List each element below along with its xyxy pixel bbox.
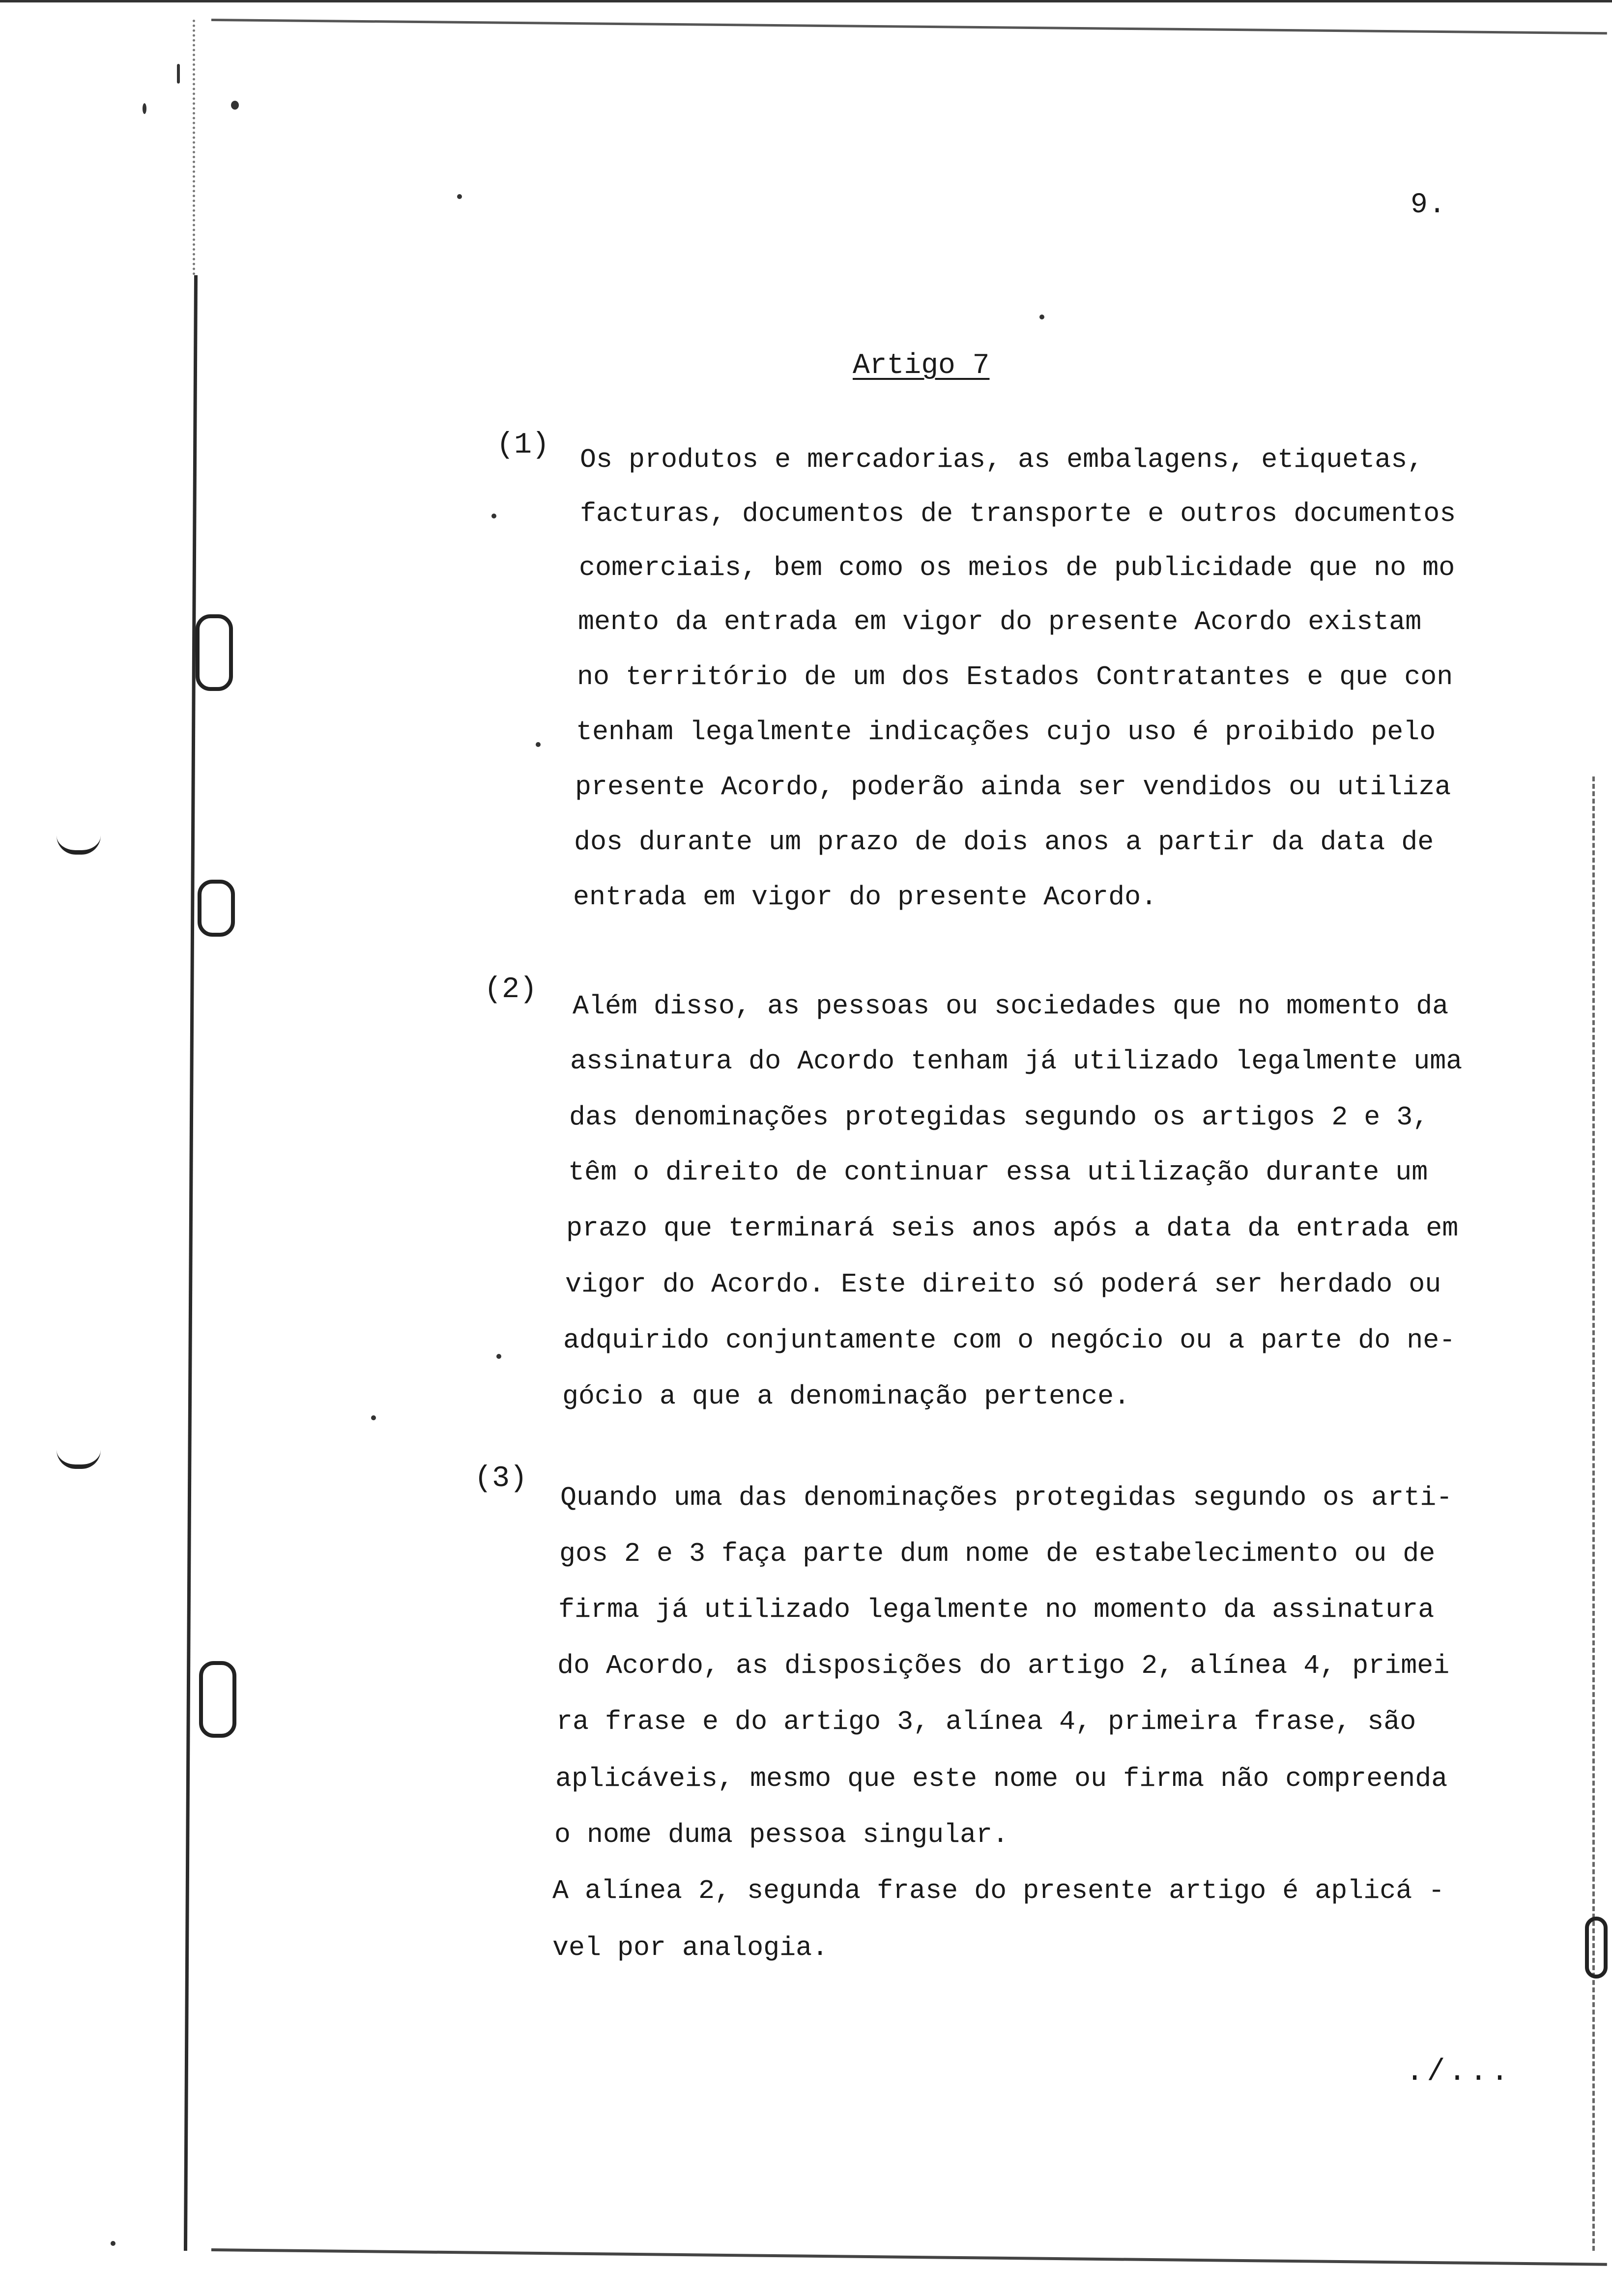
margin-mark: [57, 835, 101, 855]
speck: [111, 2241, 115, 2246]
paragraph-line: firma já utilizado legalmente no momento da assinatura: [558, 1594, 1435, 1625]
speck: [491, 514, 496, 518]
paragraph-line: vel por analogia.: [552, 1932, 829, 1963]
binding-ring: [196, 614, 233, 691]
binding-line: [184, 275, 198, 2251]
paragraph-number: (1): [496, 429, 550, 462]
paragraph-line: vigor do Acordo. Este direito só poderá ser herdado ou: [565, 1269, 1441, 1300]
right-page-edge: [1592, 776, 1595, 2251]
scan-line-top: [211, 19, 1607, 34]
paragraph-line: presente Acordo, poderão ainda ser vendidos ou utiliza: [575, 772, 1451, 803]
paragraph-line: tenham legalmente indicações cujo uso é proibido pelo: [576, 717, 1436, 747]
binding-ring: [198, 880, 235, 937]
paragraph-number: (3): [474, 1462, 528, 1495]
paragraph-line: o nome duma pessoa singular.: [554, 1819, 1009, 1850]
paragraph-line: gócio a que a denominação pertence.: [562, 1381, 1130, 1412]
paragraph-line: têm o direito de continuar essa utilização durante um: [568, 1157, 1428, 1188]
continued-marker: ./...: [1406, 2054, 1512, 2089]
paragraph-line: dos durante um prazo de dois anos a partir da data de: [574, 827, 1434, 858]
paragraph-line: Além disso, as pessoas ou sociedades que no momento da: [573, 991, 1449, 1022]
page-number: 9.: [1410, 189, 1447, 221]
paragraph-line: das denominações protegidas segundo os artigos 2 e 3,: [569, 1102, 1429, 1133]
paragraph-number: (2): [484, 973, 538, 1006]
paragraph-line: aplicáveis, mesmo que este nome ou firma não compreenda: [555, 1763, 1448, 1794]
binding-ring: [199, 1661, 236, 1738]
binding-ring: [1585, 1917, 1608, 1979]
page-edge: [0, 0, 1612, 2]
paragraph-line: do Acordo, as disposições do artigo 2, alínea 4, primei: [557, 1650, 1450, 1681]
paragraph-line: Os produtos e mercadorias, as embalagens, etiquetas,: [580, 444, 1424, 475]
speck: [496, 1354, 501, 1359]
paragraph-line: prazo que terminará seis anos após a data da entrada em: [566, 1213, 1459, 1244]
paragraph-line: adquirido conjuntamente com o negócio ou a parte do ne-: [563, 1325, 1456, 1356]
speck: [177, 64, 180, 84]
speck: [371, 1415, 376, 1420]
paragraph-line: comerciais, bem como os meios de publicidade que no mo: [579, 552, 1455, 583]
speck: [143, 103, 146, 114]
speck: [536, 742, 541, 747]
paragraph-line: no território de um dos Estados Contratantes e que con: [577, 661, 1453, 692]
paragraph-line: gos 2 e 3 faça parte dum nome de estabelecimento ou de: [559, 1538, 1436, 1569]
margin-mark: [57, 1450, 101, 1469]
paragraph-line: Quando uma das denominações protegidas segundo os arti-: [560, 1482, 1453, 1513]
paragraph-line: mento da entrada em vigor do presente Acordo existam: [578, 606, 1422, 637]
speck: [1039, 315, 1044, 319]
binding-dots: [193, 20, 195, 275]
paragraph-line: ra frase e do artigo 3, alínea 4, primeira frase, são: [556, 1706, 1416, 1737]
speck: [457, 194, 462, 199]
paragraph-line: entrada em vigor do presente Acordo.: [573, 882, 1157, 913]
paragraph-line: A alínea 2, segunda frase do presente artigo é aplicá -: [552, 1875, 1445, 1906]
scan-line-bottom: [211, 2248, 1607, 2266]
article-title: Artigo 7: [853, 350, 990, 382]
paragraph-line: facturas, documentos de transporte e outros documentos: [580, 498, 1456, 529]
speck: [231, 101, 239, 110]
paragraph-line: assinatura do Acordo tenham já utilizado legalmente uma: [570, 1046, 1463, 1077]
